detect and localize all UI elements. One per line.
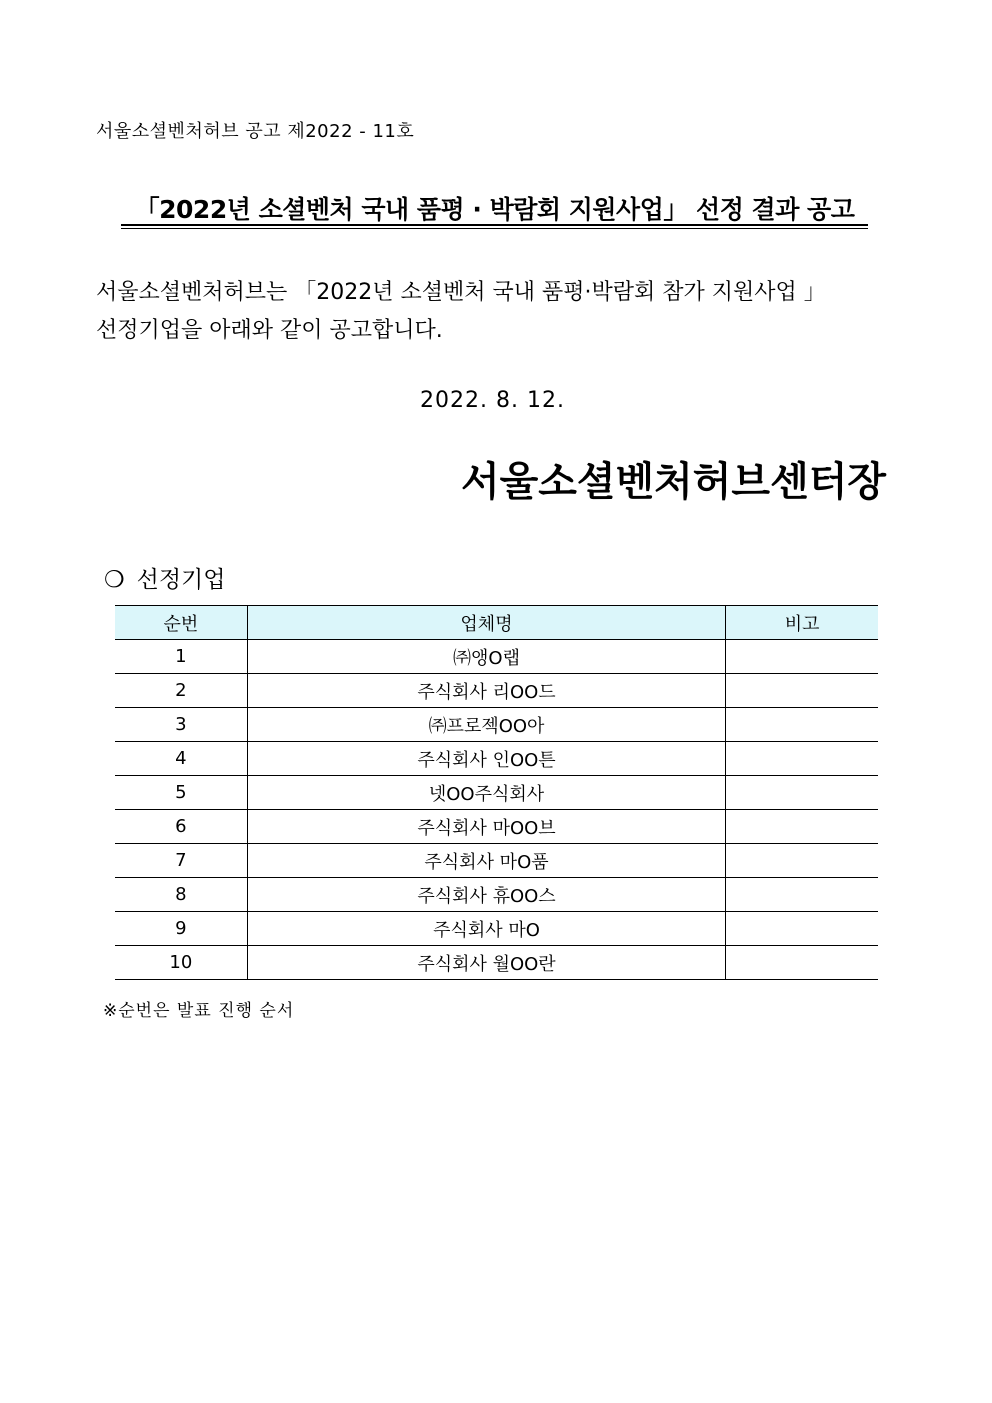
company-name: ㈜프로젝OO아 (247, 708, 726, 742)
row-number: 5 (115, 776, 247, 810)
row-number: 6 (115, 810, 247, 844)
table-row (115, 844, 878, 878)
row-number: 10 (115, 946, 247, 980)
table-row (115, 640, 878, 674)
company-name: 주식회사 마O품 (247, 844, 726, 878)
document-title-block (121, 190, 868, 226)
table-row (115, 742, 878, 776)
company-name: ㈜앵O랩 (247, 640, 726, 674)
row-number: 3 (115, 708, 247, 742)
circle-bullet-icon: ❍ (104, 567, 125, 593)
row-note (726, 810, 878, 844)
row-number: 4 (115, 742, 247, 776)
section-heading (104, 561, 226, 594)
company-name: 주식회사 리OO드 (247, 674, 726, 708)
row-note (726, 946, 878, 980)
section-heading-label: 선정기업 (136, 567, 226, 593)
row-note (726, 742, 878, 776)
row-note (726, 776, 878, 810)
company-name: 넷OO주식회사 (247, 776, 726, 810)
row-note (726, 674, 878, 708)
table-header-row (115, 606, 878, 640)
document-title: 「2022년 소셜벤처 국내 품평 · 박람회 지원사업」 선정 결과 공고 (134, 195, 855, 224)
table-row (115, 946, 878, 980)
row-number: 7 (115, 844, 247, 878)
company-name: 주식회사 인OO튼 (247, 742, 726, 776)
signer-name: 서울소셜벤처허브센터장 (460, 459, 886, 505)
announcement-date: 2022. 8. 12. (420, 388, 565, 413)
column-header-company: 업체명 (247, 606, 726, 640)
title-underline (121, 224, 868, 229)
row-note (726, 640, 878, 674)
row-note (726, 844, 878, 878)
notice-number: 서울소셜벤처허브 공고 제2022 - 11호 (96, 121, 415, 142)
company-name: 주식회사 마OO브 (247, 810, 726, 844)
column-header-number: 순번 (115, 606, 247, 640)
selected-companies-table (115, 605, 878, 980)
row-number: 9 (115, 912, 247, 946)
intro-line-2: 선정기업을 아래와 같이 공고합니다. (96, 318, 443, 343)
row-number: 1 (115, 640, 247, 674)
company-name: 주식회사 휴OO스 (247, 878, 726, 912)
company-name: 주식회사 마O (247, 912, 726, 946)
intro-paragraph (96, 274, 886, 350)
table-row (115, 912, 878, 946)
row-number: 2 (115, 674, 247, 708)
row-number: 8 (115, 878, 247, 912)
column-header-note: 비고 (726, 606, 878, 640)
row-note (726, 912, 878, 946)
table-row (115, 708, 878, 742)
row-note (726, 708, 878, 742)
table-row (115, 878, 878, 912)
table-row (115, 776, 878, 810)
table-row (115, 674, 878, 708)
table-row (115, 810, 878, 844)
intro-line-1: 서울소셜벤처허브는 「2022년 소셜벤처 국내 품평·박람회 참가 지원사업 」 (96, 280, 826, 305)
company-name: 주식회사 월OO란 (247, 946, 726, 980)
row-note (726, 878, 878, 912)
footnote: ※순번은 발표 진행 순서 (103, 1001, 295, 1021)
